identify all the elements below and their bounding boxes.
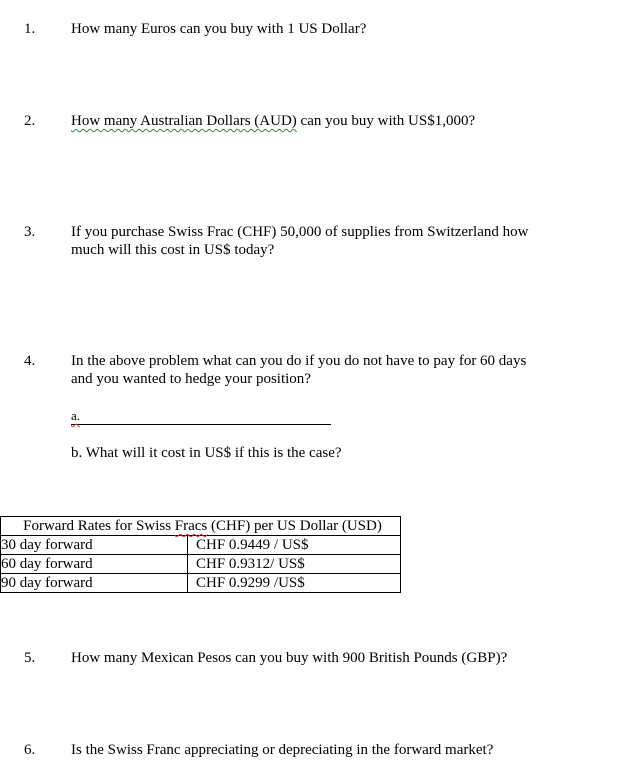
- table-row: [1, 536, 401, 555]
- question-5-text: How many Mexican Pesos can you buy with 900 British Pounds (GBP)?: [71, 650, 508, 666]
- answer-blank-a[interactable]: [71, 406, 331, 425]
- part-a-label: a.: [71, 408, 81, 423]
- question-4-line-2: and you wanted to hedge your position?: [71, 371, 311, 387]
- question-3-line-1: If you purchase Swiss Frac (CHF) 50,000 of supplies from Switzerland how: [71, 224, 529, 240]
- table-row: [1, 574, 401, 593]
- question-4-part-b: b. What will it cost in US$ if this is the case?: [71, 445, 342, 461]
- term-cell: 30 day forward: [1, 536, 188, 555]
- question-2-number: 2.: [24, 113, 36, 129]
- term-cell: 60 day forward: [1, 555, 188, 574]
- question-4-line-1: In the above problem what can you do if you do not have to pay for 60 days: [71, 353, 527, 369]
- forward-rates-table: [0, 516, 401, 593]
- rate-cell: CHF 0.9449 / US$: [188, 536, 401, 555]
- question-2-rest-text: can you buy with US$1,000?: [296, 113, 476, 129]
- question-6-number: 6.: [24, 742, 36, 758]
- question-4-number: 4.: [24, 353, 36, 369]
- question-1-text: How many Euros can you buy with 1 US Dollar?: [71, 21, 367, 37]
- question-6-text: Is the Swiss Franc appreciating or depreciating in the forward market?: [71, 742, 494, 758]
- table-row: [1, 555, 401, 574]
- table-header-row: [1, 517, 401, 536]
- rate-cell: CHF 0.9299 /US$: [188, 574, 401, 593]
- table-header: Forward Rates for Swiss Fracs (CHF) per US Dollar (USD): [1, 517, 401, 536]
- question-2-underlined-text: How many Australian Dollars (AUD): [71, 113, 297, 129]
- header-misspelled-word: Fracs: [174, 518, 208, 534]
- question-5-number: 5.: [24, 650, 36, 666]
- question-3-number: 3.: [24, 224, 36, 240]
- question-1-number: 1.: [24, 21, 36, 37]
- question-3-line-2: much will this cost in US$ today?: [71, 242, 275, 258]
- question-2-text: [71, 112, 571, 131]
- term-cell: 90 day forward: [1, 574, 188, 593]
- rate-cell: CHF 0.9312/ US$: [188, 555, 401, 574]
